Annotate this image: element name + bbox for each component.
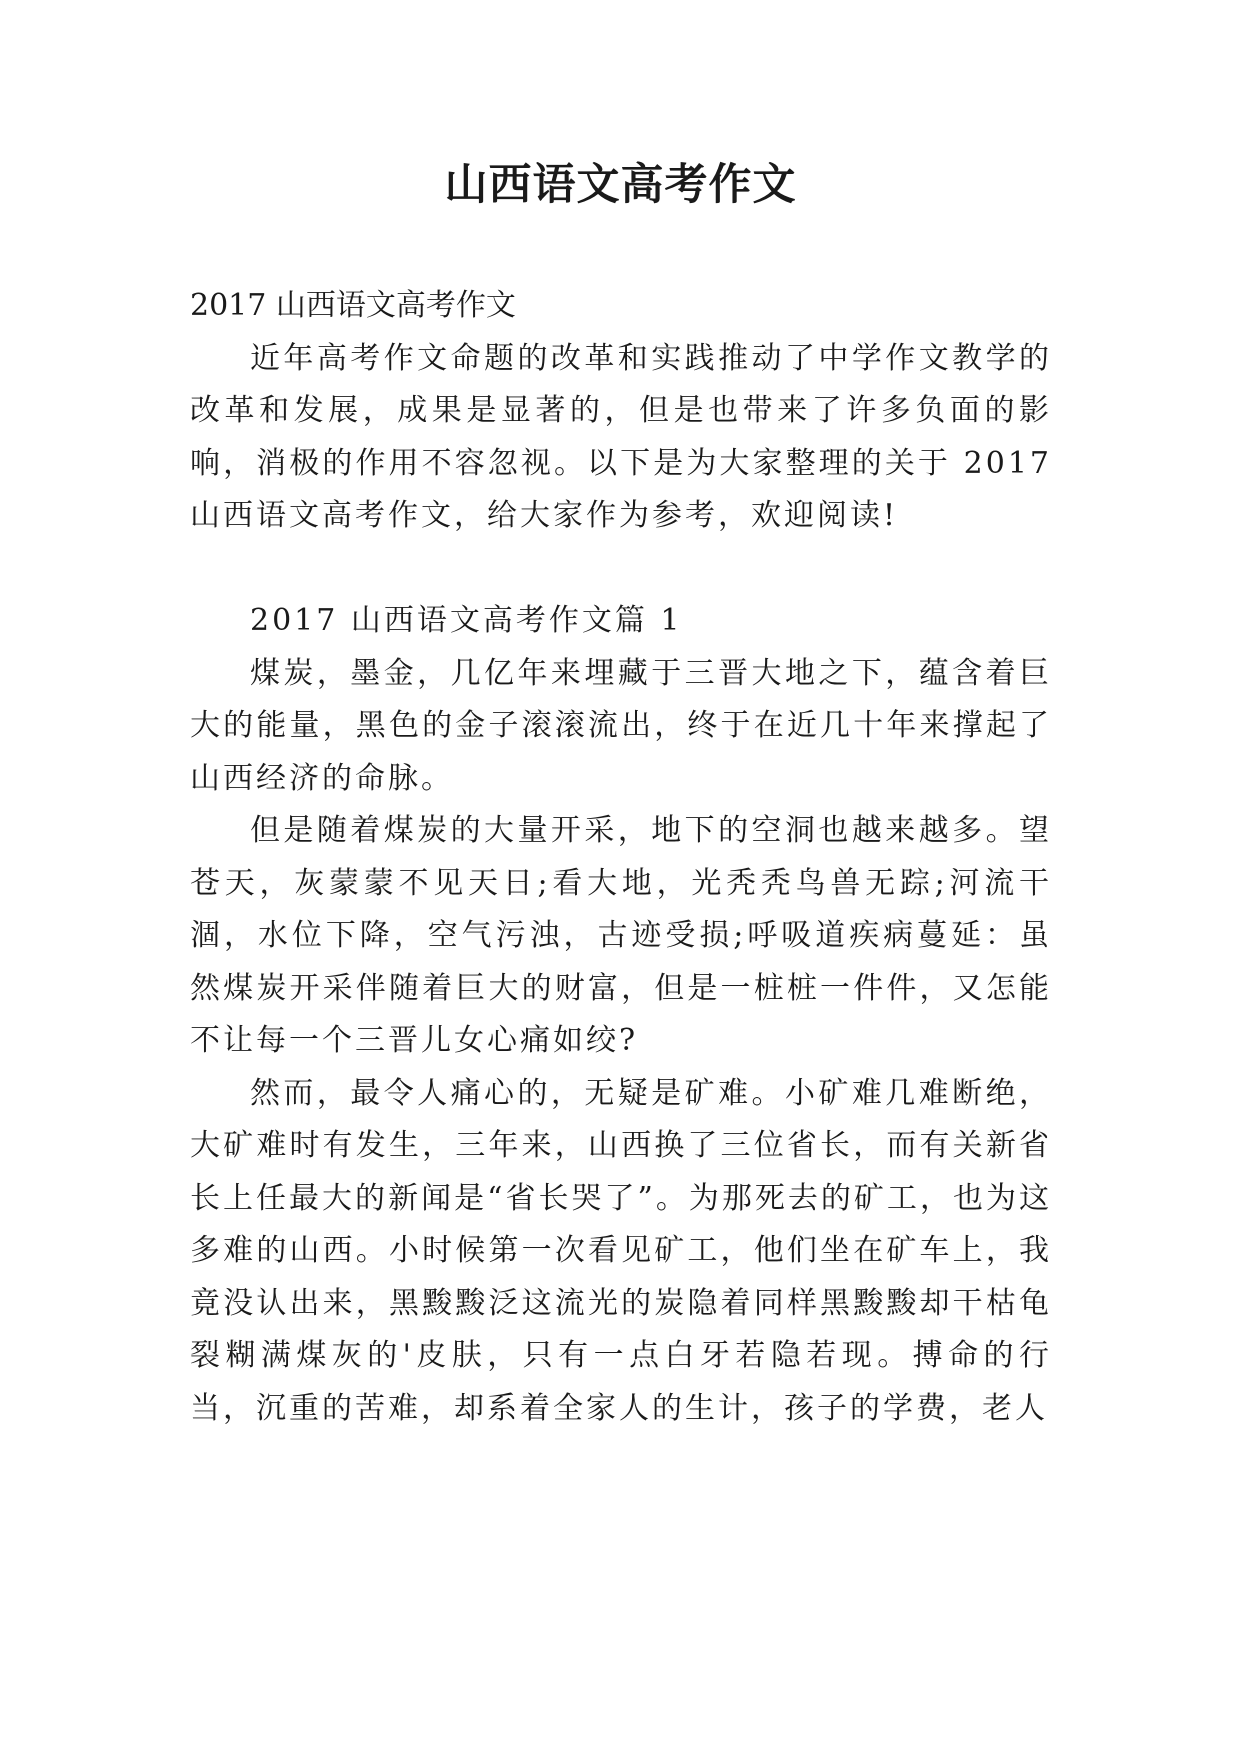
document-subtitle: 2017 山西语文高考作文 — [190, 288, 516, 323]
intro-paragraph: 近年高考作文命题的改革和实践推动了中学作文教学的改革和发展，成果是显著的，但是也带来了许多负面的影响，消极的作用不容忽视。以下是为大家整理的关于 2017 山西语文高考作文，给大家作为参考，欢迎阅读! — [190, 340, 1052, 533]
section-heading: 2017 山西语文高考作文篇 1 — [250, 603, 683, 638]
paragraph-spacer — [190, 543, 1052, 596]
document-title: 山西语文高考作文 — [444, 160, 797, 210]
body-paragraph: 但是随着煤炭的大量开采，地下的空洞也越来越多。望苍天，灰蒙蒙不见天日;看大地，光秃秃鸟兽无踪;河流干涸，水位下降，空气污浊，古迹受损;呼吸道疾病蔓延：虽然煤炭开采伴随着巨大的财富，但是一桩桩一件件，又怎能不让每一个三晋儿女心痛如绞? — [190, 813, 1052, 1058]
body-paragraph: 煤炭，墨金，几亿年来埋藏于三晋大地之下，蕴含着巨大的能量，黑色的金子滚滚流出，终于在近几十年来撑起了山西经济的命脉。 — [190, 655, 1052, 796]
body-paragraph: 然而，最令人痛心的，无疑是矿难。小矿难几难断绝，大矿难时有发生，三年来，山西换了三位省长，而有关新省长上任最大的新闻是“省长哭了”。为那死去的矿工，也为这多难的山西。小时候第一次看见矿工，他们坐在矿车上，我竟没认出来，黑黢黢泛这流光的炭隐着同样黑黢黢却干枯龟裂糊满煤灰的'皮肤，只有一点白牙若隐若现。搏命的行当，沉重的苦难，却系着全家人的生计，孩子的学费，老人 — [190, 1075, 1052, 1426]
document-body — [190, 280, 1052, 1435]
